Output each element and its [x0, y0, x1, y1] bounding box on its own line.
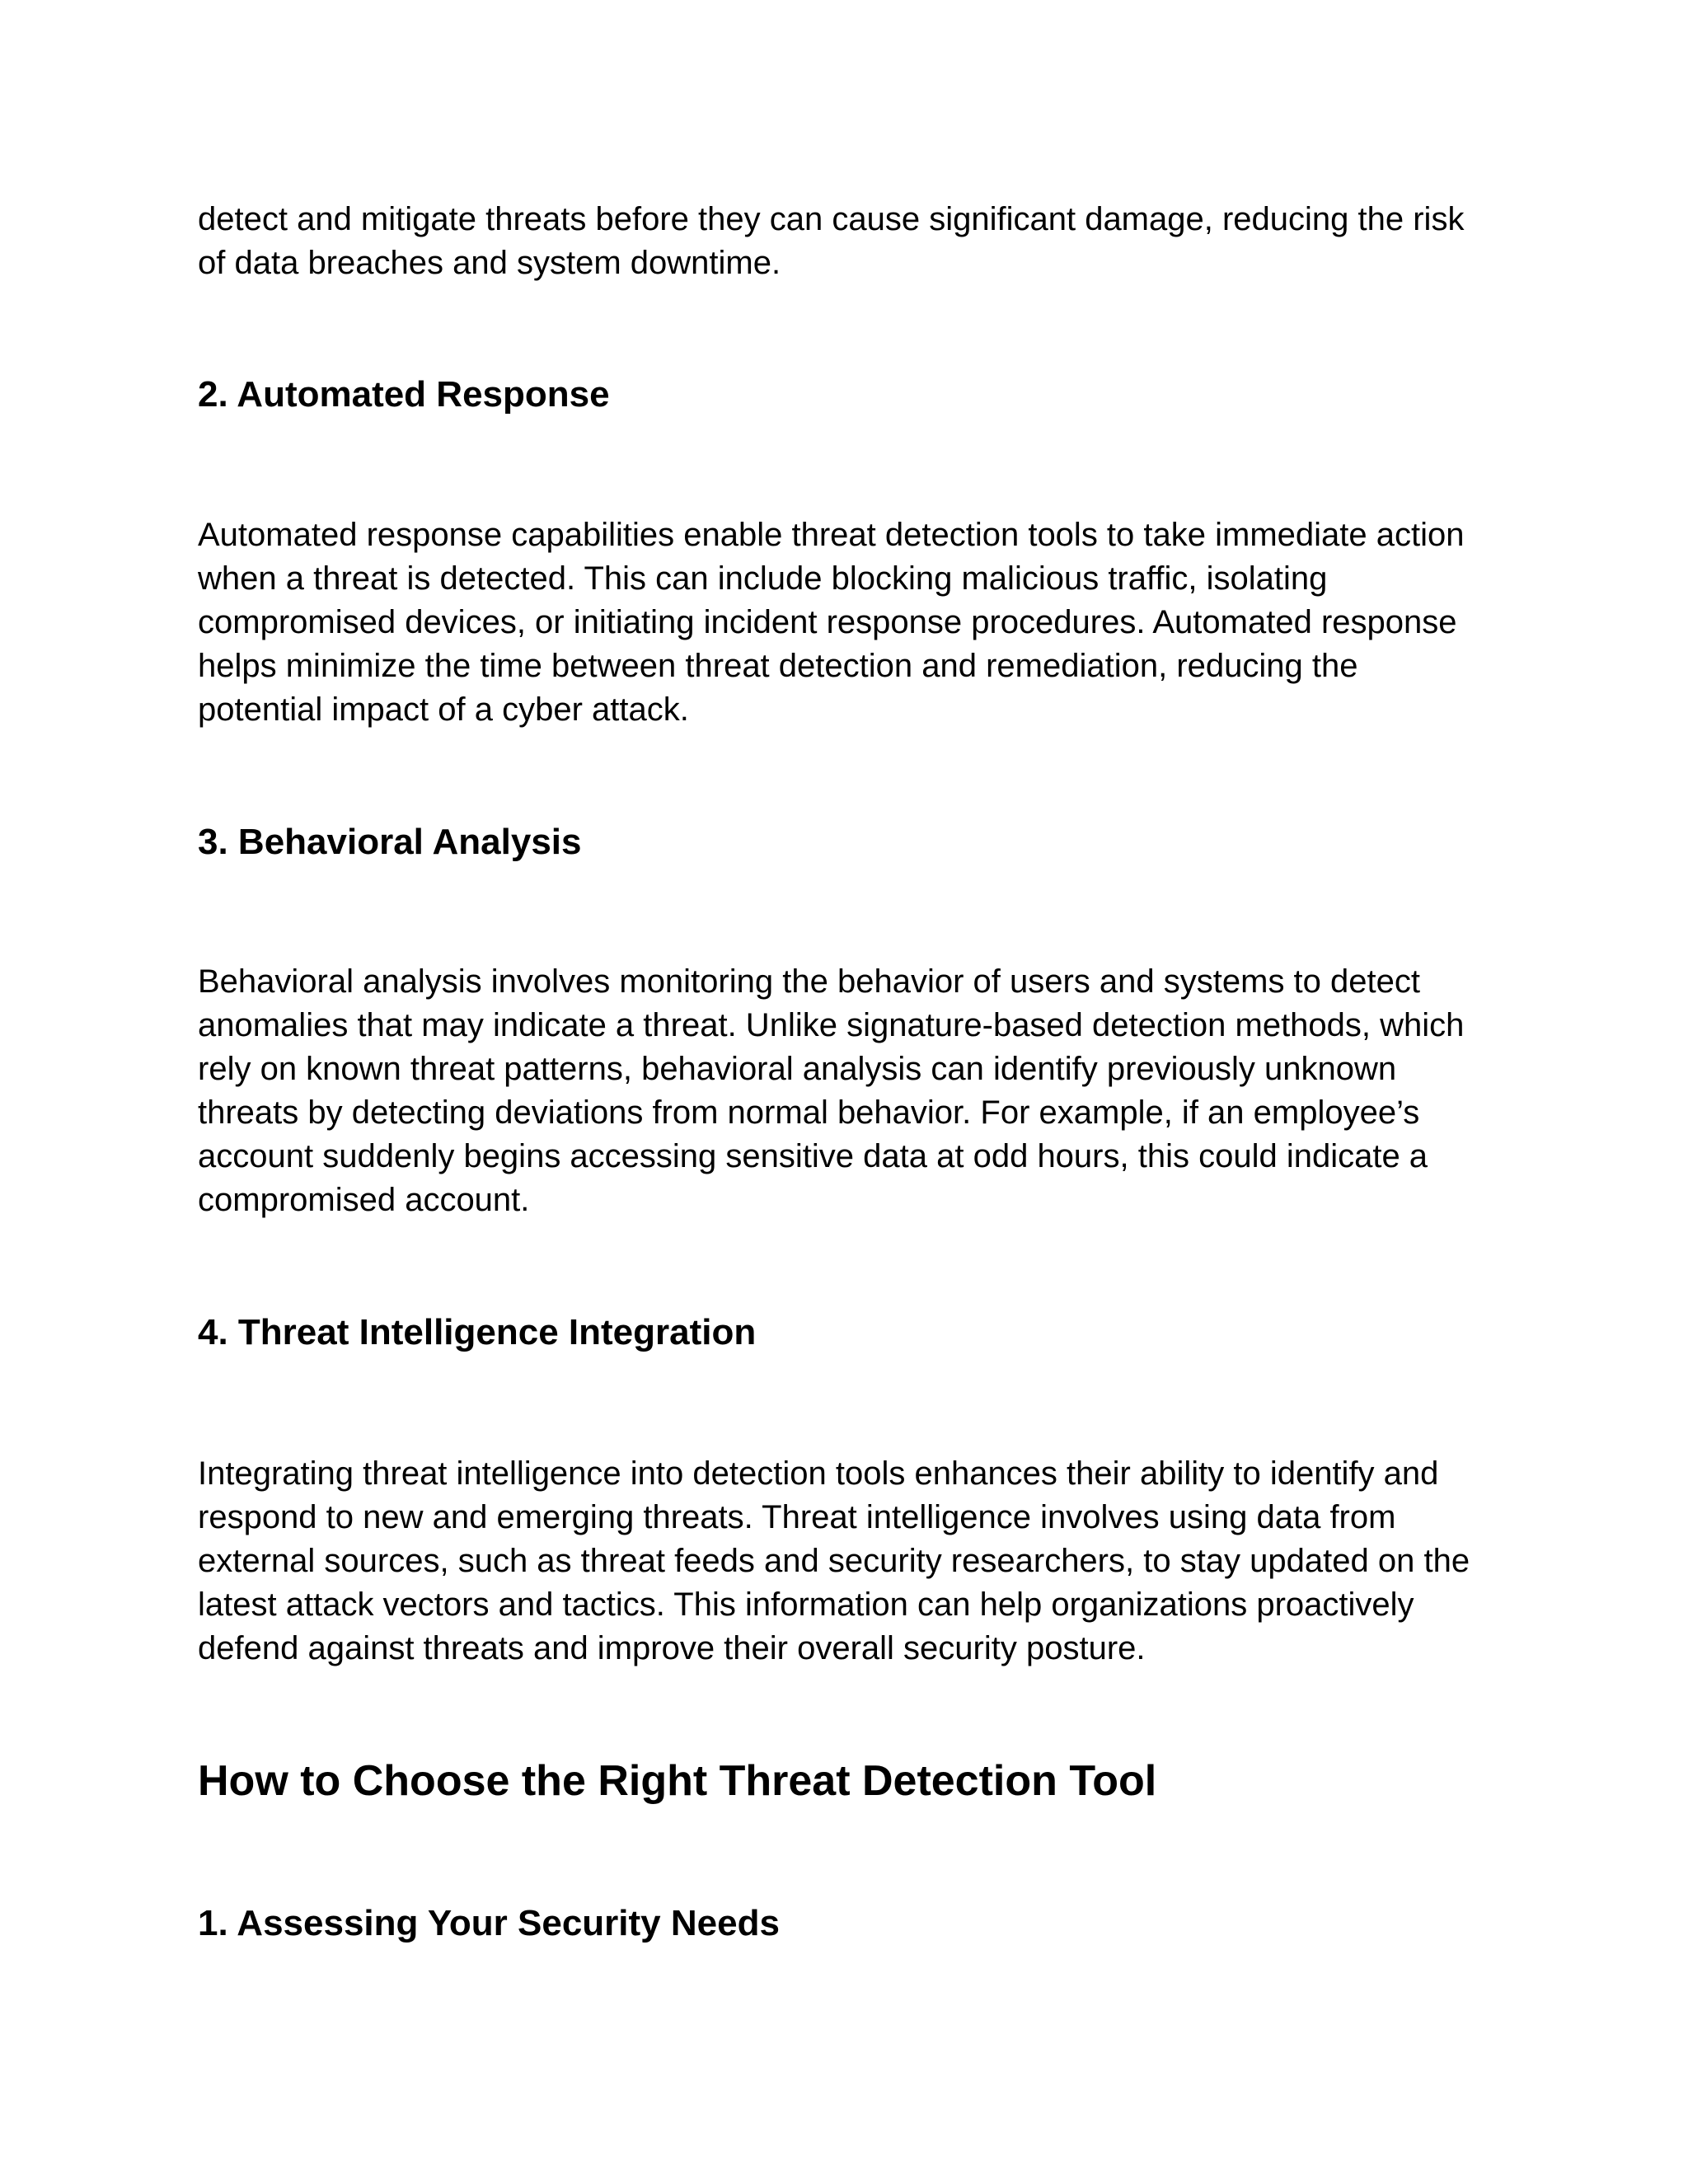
section-title-choose-tool: How to Choose the Right Threat Detection Tool	[198, 1757, 1157, 1805]
heading-automated-response: 2. Automated Response	[198, 374, 610, 415]
document-page	[198, 198, 1484, 1946]
paragraph-threat-intelligence-integration: Integrating threat intelligence into detection tools enhances their ability to identify and respond to new and emerging threats. Threat intelligence involves using data from external sources, such as threat feeds and security researchers, to stay updated on the latest attack vectors and tactics. This information can help organizations proactively defend against threats and improve their overall security posture.	[198, 1455, 1470, 1666]
paragraph-behavioral-analysis: Behavioral analysis involves monitoring the behavior of users and systems to detect anomalies that may indicate a threat. Unlike signature-based detection methods, which rely on known threat patterns, behavioral analysis can identify previously unknown threats by detecting deviations from normal behavior. For example, if an employee’s account suddenly begins accessing sensitive data at odd hours, this could indicate a compromised account.	[198, 963, 1465, 1218]
intro-paragraph: detect and mitigate threats before they can cause significant damage, reducing the risk of data breaches and system downtime.	[198, 201, 1465, 281]
heading-threat-intelligence-integration: 4. Threat Intelligence Integration	[198, 1312, 757, 1352]
heading-behavioral-analysis: 3. Behavioral Analysis	[198, 822, 582, 862]
heading-assessing-security-needs: 1. Assessing Your Security Needs	[198, 1903, 780, 1943]
paragraph-automated-response: Automated response capabilities enable threat detection tools to take immediate action when a threat is detected. This can include blocking malicious traffic, isolating compromised devices, or initiating incident response procedures. Automated response helps minimize the time between threat detection and remediation, reducing the potential impact of a cyber attack.	[198, 517, 1465, 728]
